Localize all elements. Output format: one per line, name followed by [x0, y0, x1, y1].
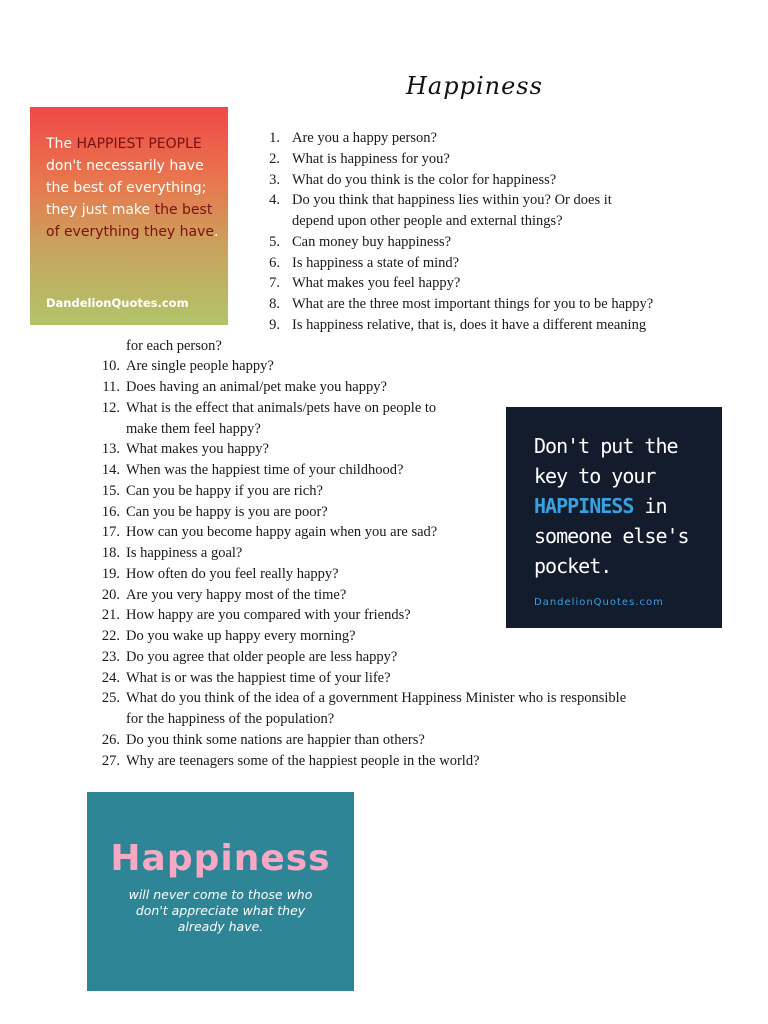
question-item [258, 273, 460, 293]
question-number: 8. [269, 296, 280, 312]
question-text: What do you think of the idea of a government Happiness Minister who is responsible [126, 690, 627, 707]
question-item [92, 522, 437, 542]
question-number: 13. [101, 441, 120, 458]
quote-text [534, 431, 714, 581]
quote-part: Don't put the key to your [534, 434, 678, 488]
quote-card-key-to-happiness [506, 407, 722, 628]
question-number: 12. [101, 399, 120, 416]
question-text: What do you think is the color for happiness? [292, 171, 557, 188]
quote-highlight: HAPPINESS [534, 494, 634, 518]
question-text: When was the happiest time of your childhood? [126, 462, 404, 478]
quote-card-appreciate [87, 792, 354, 991]
question-number: 26. [101, 731, 120, 748]
question-number: 19. [101, 565, 120, 582]
question-text: Do you agree that older people are less happy? [126, 648, 398, 665]
question-text: What is or was the happiest time of your life? [126, 669, 391, 686]
quote-part: in someone else's pocket. [534, 494, 689, 578]
question-number: 16. [101, 503, 120, 520]
question-text: Why are teenagers some of the happiest people in the world? [126, 752, 480, 769]
question-number: 10. [101, 358, 120, 375]
question-item [92, 377, 387, 397]
quote-source: DandelionQuotes.com [46, 296, 189, 310]
question-item [92, 585, 346, 605]
question-number: 24. [101, 669, 120, 686]
question-continuation: for each person? [126, 337, 222, 354]
question-text: Is happiness a goal? [126, 545, 243, 561]
question-item [258, 232, 451, 252]
question-item [92, 564, 339, 584]
quote-part: . [214, 224, 219, 240]
question-text: Do you think some nations are happier than others? [126, 731, 425, 748]
question-item [92, 543, 242, 563]
question-number: 23. [101, 648, 120, 665]
question-number: 6. [269, 254, 280, 271]
question-text: How can you become happy again when you are sad? [126, 524, 438, 541]
question-number: 5. [269, 233, 280, 250]
question-item [258, 294, 653, 314]
question-item [258, 190, 612, 210]
question-number: 4. [269, 192, 280, 209]
quote-text: will never come to those who don't appreciate what they already have. [128, 887, 313, 934]
quote-highlight: the best of everything they have [46, 202, 215, 240]
quote-source: DandelionQuotes.com [534, 597, 664, 608]
question-item [92, 647, 397, 667]
question-number: 22. [101, 628, 120, 644]
question-item [258, 128, 437, 148]
question-item [92, 481, 323, 501]
question-number: 2. [269, 150, 280, 167]
question-text: Can you be happy if you are rich? [126, 482, 323, 499]
question-text: What makes you feel happy? [292, 275, 461, 292]
question-text: How happy are you compared with your friends? [126, 607, 411, 624]
question-item [92, 626, 356, 646]
question-number: 27. [101, 752, 120, 769]
question-number: 9. [269, 316, 280, 333]
question-text: Can money buy happiness? [292, 233, 452, 250]
question-item [92, 439, 269, 459]
question-text: What makes you happy? [126, 441, 269, 458]
question-text: How often do you feel really happy? [126, 565, 339, 582]
question-text: What is the effect that animals/pets have on people to [126, 399, 437, 416]
question-number: 14. [101, 462, 120, 478]
question-number: 15. [101, 482, 120, 499]
question-continuation: depend upon other people and external things? [292, 213, 563, 229]
question-text: What are the three most important things for you to be happy? [292, 296, 654, 312]
question-item [92, 688, 626, 708]
question-number: 1. [269, 130, 280, 146]
question-item [92, 751, 480, 771]
question-text: Are you very happy most of the time? [126, 586, 347, 603]
page-title: Happiness [406, 72, 543, 100]
question-text: Do you think that happiness lies within you? Or does it [292, 192, 612, 209]
question-text: Can you be happy is you are poor? [126, 503, 328, 520]
question-number: 21. [101, 607, 120, 624]
question-text: Does having an animal/pet make you happy? [126, 379, 387, 395]
quote-highlight: HAPPIEST PEOPLE [76, 136, 202, 152]
question-item [92, 460, 403, 480]
question-item [92, 668, 391, 688]
question-number: 11. [102, 379, 120, 395]
question-item [92, 730, 425, 750]
quote-headline: Happiness [110, 838, 331, 879]
question-text: Is happiness a state of mind? [292, 254, 460, 271]
question-continuation: make them feel happy? [126, 420, 261, 437]
question-text: Is happiness relative, that is, does it have a different meaning [292, 316, 647, 333]
question-item [258, 315, 646, 335]
question-number: 17. [101, 524, 120, 541]
question-number: 20. [101, 586, 120, 603]
question-item [258, 253, 459, 273]
question-item [92, 356, 274, 376]
question-item [92, 398, 436, 418]
question-number: 18. [101, 545, 120, 561]
question-number: 3. [269, 171, 280, 188]
question-item [258, 170, 556, 190]
question-item [92, 605, 411, 625]
question-number: 25. [101, 690, 120, 707]
question-number: 7. [269, 275, 280, 292]
question-continuation: for the happiness of the population? [126, 711, 335, 727]
quote-card-happiest-people [30, 107, 228, 325]
quote-part: The [46, 136, 77, 152]
question-text: Do you wake up happy every morning? [126, 628, 356, 644]
quote-part: don't necessarily have the best of everything; they just make [46, 158, 207, 218]
question-item [258, 149, 450, 169]
question-item [92, 502, 328, 522]
question-text: Are you a happy person? [292, 130, 437, 146]
question-text: What is happiness for you? [292, 150, 450, 167]
question-text: Are single people happy? [126, 358, 274, 375]
quote-text [46, 133, 226, 243]
